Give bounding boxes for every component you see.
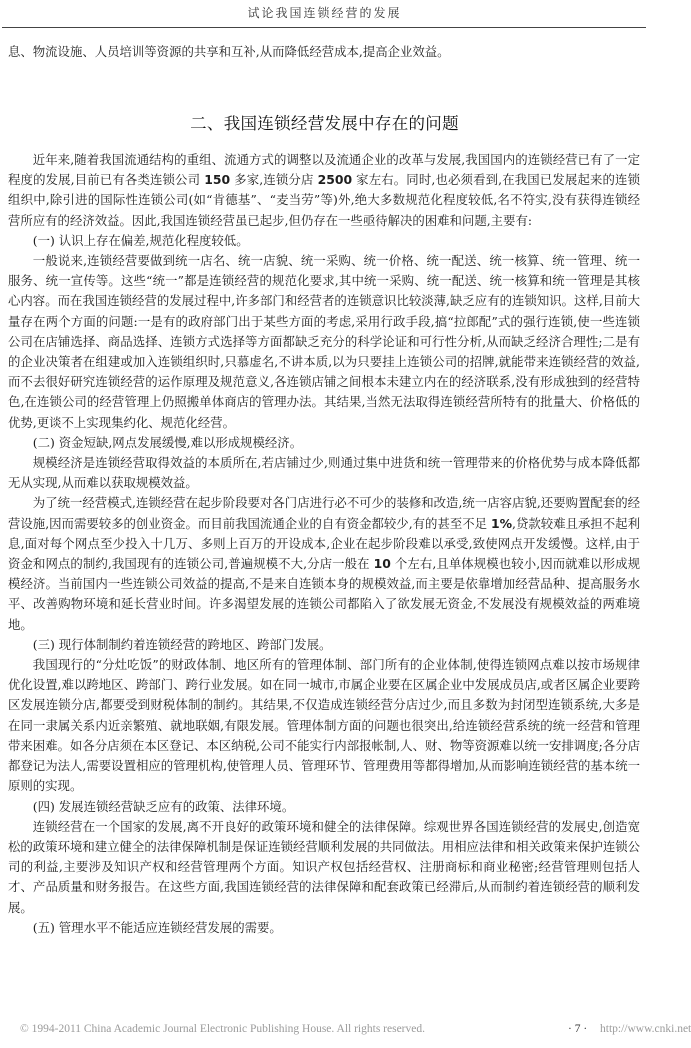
paragraph-policy-law: 连锁经营在一个国家的发展,离不开良好的政策环境和健全的法律保障。综观世界各国连锁经营的发展史,创造宽松的政策环境和建立健全的法律保障机制是保证连锁经营顺利发展的共同做法。用相应法律和相关政策来保护连锁公司的利益,主要涉及知识产权和经营管理两个方面。知识产权包括经营权、注册商标和商业秘密;经营管理则包括人才、产品质量和财务报告。在这些方面,我国连锁经营的法律保障和配套政策已经滞后,从而制约着连锁经营的顺利发展。 xyxy=(8,818,640,915)
copyright-notice: © 1994-2011 China Academic Journal Electronic Publishing House. All rights reserved. xyxy=(20,1023,425,1035)
intro-text-2: 多家,连锁分店 xyxy=(230,172,318,188)
funding-text-1: 为了统一经营模式,连锁经营在起步阶段要对各门店进行必不可少的装修和改造,统一店容店貌,还要购置配套的经营设施,因而需要较多的创业资金。而目前我国流通企业的自有资金都较少,有的甚至不足 xyxy=(8,495,640,531)
funding-percent: 1% xyxy=(491,515,513,531)
footer-url[interactable]: http://www.cnki.net xyxy=(600,1023,691,1035)
intro-text-3: 家左右。同时,也必须看到,在我国已发展起来的连锁组织中,除引进的国际性连锁公司(如“肯德基”、“麦当劳”等)外,绝大多数规范化程度较低,名不符实,没有获得连锁经营所应有的经济效益。因此,我国连锁经营虽已起步,但仍存在一些亟待解决的困难和问题,主要有: xyxy=(8,172,640,228)
section-title: 二、我国连锁经营发展中存在的问题 xyxy=(190,114,459,133)
paragraph-scale-economy: 规模经济是连锁经营取得效益的本质所在,若店铺过少,则通过集中进货和统一管理带来的价格优势与成本降低都无从实现,从而难以获取规模效益。 xyxy=(8,455,640,491)
subheading-5: (五) 管理水平不能适应连锁经营发展的需要。 xyxy=(32,919,282,935)
subheading-4: (四) 发展连锁经营缺乏应有的政策、法律环境。 xyxy=(32,798,295,814)
intro-paragraph xyxy=(8,150,640,231)
article-body xyxy=(8,150,640,938)
header-rule xyxy=(2,27,646,28)
running-header: 试论我国连锁经营的发展 xyxy=(247,6,402,20)
intro-text-1: 近年来,随着我国流通结构的重组、流通方式的调整以及流通企业的改革与发展,我国国内的连锁经营已有了一定程度的发展,目前已有各类连锁公司 xyxy=(8,152,640,188)
funding-text-2: ,贷款较难且承担不起利息,面对每个网点至少投入十几万、多则上百万的开设成本,企业在起步阶段难以承受,致使网点开发缓慢。这样,由于资金和网点的制约,我国现有的连锁公司,普遍规模不大,分店一般在 xyxy=(8,515,640,572)
subheading-3: (三) 现行体制制约着连锁经营的跨地区、跨部门发展。 xyxy=(32,636,332,652)
carry-over-paragraph: 息、物流设施、人员培训等资源的共享和互补,从而降低经营成本,提高企业效益。 xyxy=(8,44,450,59)
store-count: 2500 xyxy=(317,172,353,188)
page-number: · 7 · xyxy=(568,1023,588,1035)
subheading-1: (一) 认识上存在偏差,规范化程度较低。 xyxy=(32,232,249,248)
paragraph-standardization: 一般说来,连锁经营要做到统一店名、统一店貌、统一采购、统一价格、统一配送、统一核算、统一管理、统一服务、统一宣传等。这些“统一”都是连锁经营的规范化要求,其中统一采购、统一配送、统一核算和统一管理是其核心内容。而在我国连锁经营的发展过程中,许多部门和经营者的连锁意识比较淡薄,缺乏应有的连锁知识。这样,目前大量存在两个方面的问题:一是有的政府部门出于某些方面的考虑,采用行政手段,搞“拉郎配”式的强行连锁,使一些连锁公司在店铺选择、商品选择、连锁方式选择等方面都缺乏充分的科学论证和可行性分析,从而缺乏经济合理性;二是有的企业决策者在组建或加入连锁组织时,只慕虚名,不讲本质,以为只要挂上连锁公司的招牌,就能带来连锁经营的效益,而不去很好研究连锁经营的运作原理及规范意义,各连锁店铺之间根本未建立内在的经济联系,没有形成独到的经营特色,在连锁公司的经营管理上仍照搬单体商店的管理办法。其结果,当然无法取得连锁经营所特有的批量大、价格低的优势,更谈不上实现集约化、规范化经营。 xyxy=(8,253,640,430)
funding-text-3: 个左右,且单体规模也较小,因而就难以形成规模经济。当前国内一些连锁公司效益的提高,不是来自连锁本身的规模效益,而主要是依靠增加经营品种、提高服务水平、改善购物环境和延长营业时间。许多渴望发展的连锁公司都陷入了欲发展无资金,不发展没有规模效益的两难境地。 xyxy=(8,556,640,632)
subheading-2: (二) 资金短缺,网点发展缓慢,难以形成规模经济。 xyxy=(32,434,303,450)
branch-count: 10 xyxy=(373,556,391,572)
paragraph-funding xyxy=(8,493,640,634)
paragraph-institutions: 我国现行的“分灶吃饭”的财政体制、地区所有的管理体制、部门所有的企业体制,使得连锁网点难以按市场规律优化设置,难以跨地区、跨部门、跨行业发展。如在同一城市,市属企业要在区属企业中发展成员店,或者区属企业要跨区发展连锁分店,都要受到财税体制的制约。其结果,不仅造成连锁经营分店过少,而且多数为封闭型连锁系统,大多是在同一隶属关系内近亲繁殖、就地联姻,有限发展。管理体制方面的问题也很突出,给连锁经营系统的统一经营和管理带来困难。如各分店须在本区登记、本区纳税,公司不能实行内部报帐制,人、财、物等资源难以统一安排调度;各分店都登记为法人,需要设置相应的管理机构,使管理人员、管理环节、管理费用等都得增加,从而影响连锁经营的基本统一原则的实现。 xyxy=(8,657,640,794)
page-footer xyxy=(0,1018,691,1040)
company-count: 150 xyxy=(204,172,231,188)
